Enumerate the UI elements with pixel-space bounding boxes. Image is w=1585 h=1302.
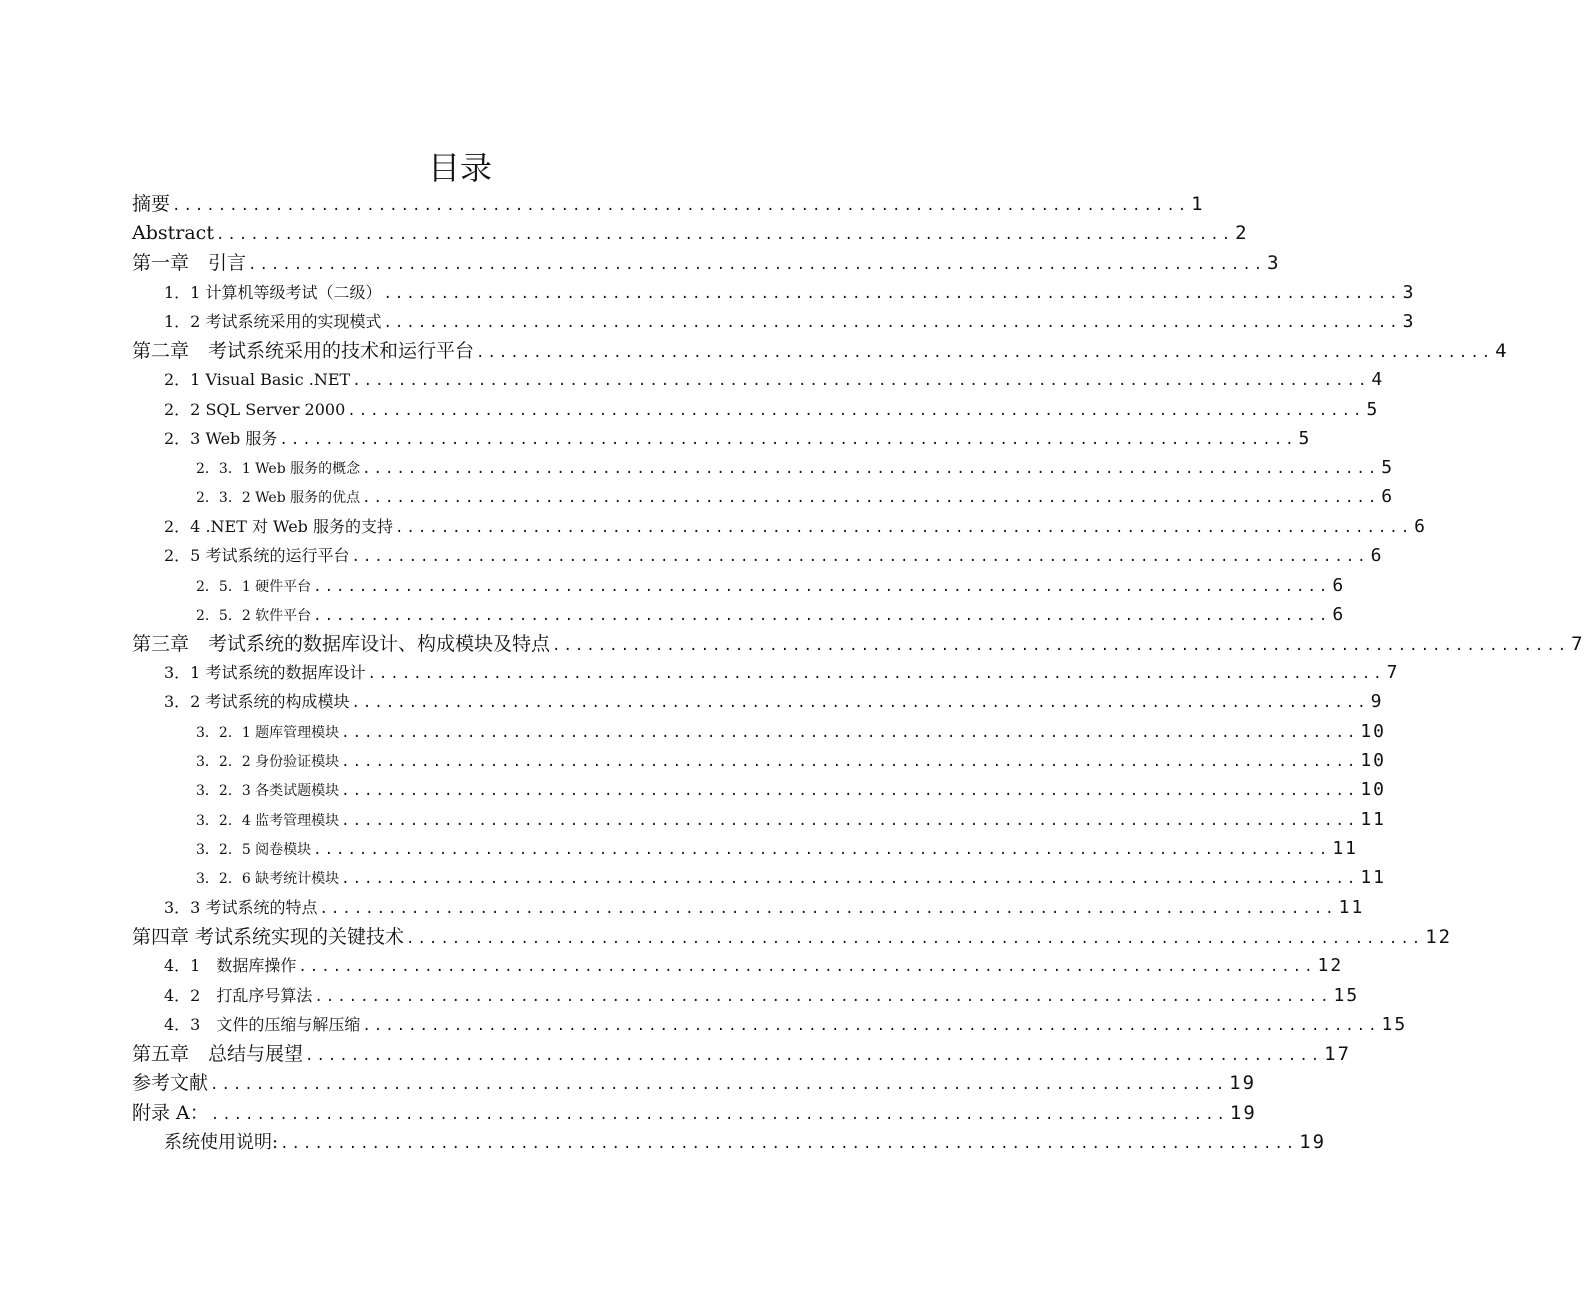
toc-entry-label: 2．3 Web 服务 [164,429,278,448]
toc-entry-page: 3 [1267,252,1281,274]
toc-entry-page: 17 [1324,1043,1352,1065]
toc-entry-label: 3．2．6 缺考统计模块 [196,871,340,887]
toc-entry-label: 2．5．2 软件平台 [196,608,312,624]
toc-entry-2-3[interactable] [164,425,1312,453]
toc-entry-3-2-3[interactable] [196,776,1387,804]
toc-entry-label: 4．3 文件的压缩与解压缩 [164,1015,361,1034]
dot-leader: ......................................................................................... [395,520,1413,536]
toc-entry-2-5-1[interactable] [196,572,1346,600]
toc-entry-2-5[interactable] [164,542,1384,570]
dot-leader: ......................................................................................... [319,901,1337,917]
toc-entry-label: 参考文献 [132,1072,209,1094]
dot-leader: ......................................................................................... [383,286,1401,302]
toc-entry-page: 10 [1360,779,1387,800]
toc-entry-references[interactable] [132,1069,1257,1097]
toc-entry-chapter-5[interactable] [132,1040,1352,1068]
toc-entry-page: 15 [1381,1014,1408,1035]
toc-entry-chapter-3[interactable] [132,630,1585,658]
dot-leader: ......................................................................................... [367,666,1385,682]
toc-entry-page: 6 [1370,545,1384,566]
toc-entry-4-2[interactable] [164,982,1360,1010]
dot-leader: ......................................................................................... [352,373,1370,389]
toc-entry-3-2-4[interactable] [196,806,1387,834]
toc-entry-abstract-cn[interactable] [132,190,1205,218]
toc-entry-usage-guide[interactable] [164,1128,1327,1156]
toc-entry-page: 10 [1360,721,1387,742]
dot-leader: ......................................................................................... [406,931,1424,947]
toc-entry-label: Abstract [132,222,214,244]
toc-entry-4-1[interactable] [164,952,1344,980]
dot-leader: ......................................................................................... [210,1107,1228,1123]
toc-entry-page: 4 [1495,340,1509,362]
toc-entry-page: 4 [1371,369,1385,390]
dot-leader: ......................................................................................... [280,1136,1298,1152]
toc-entry-chapter-4[interactable] [132,923,1453,951]
toc-entry-label: 系统使用说明: [164,1132,279,1153]
toc-entry-page: 5 [1298,428,1312,449]
toc-entry-2-2[interactable] [164,396,1380,424]
toc-entry-3-2-6[interactable] [196,864,1387,892]
toc-entry-3-2-2[interactable] [196,747,1387,775]
toc-entry-abstract-en[interactable] [132,219,1249,247]
dot-leader: ......................................................................................... [172,198,1190,214]
toc-entry-label: 第二章 考试系统采用的技术和运行平台 [132,340,475,362]
toc-entry-chapter-1[interactable] [132,249,1281,277]
dot-leader: ......................................................................................... [341,783,1359,799]
toc-entry-label: 1．2 考试系统采用的实现模式 [164,312,382,331]
toc-entry-label: 2．3．1 Web 服务的概念 [196,461,361,477]
dot-leader: ......................................................................................... [351,549,1369,565]
toc-entry-page: 6 [1381,486,1395,507]
toc-entry-label: 3．2．4 监考管理模块 [196,813,340,829]
toc-entry-label: 2．4 .NET 对 Web 服务的支持 [164,517,393,536]
toc-entry-label: 第一章 引言 [132,252,247,274]
toc-entry-label: 3．3 考试系统的特点 [164,898,318,917]
dot-leader: ......................................................................................... [279,432,1297,448]
toc-entry-label: 3．2．3 各类试题模块 [196,783,340,799]
toc-entry-label: 4．1 数据库操作 [164,956,297,975]
toc-entry-label: 2．3．2 Web 服务的优点 [196,490,361,506]
toc-entry-page: 5 [1381,457,1395,478]
toc-entry-3-2[interactable] [164,688,1384,716]
dot-leader: ......................................................................................... [313,608,1331,624]
toc-entry-label: 3．1 考试系统的数据库设计 [164,663,366,682]
toc-entry-label: 4．2 打乱序号算法 [164,986,313,1005]
toc-entry-label: 2．1 Visual Basic .NET [164,370,351,389]
dot-leader: ......................................................................................... [341,754,1359,770]
dot-leader: ......................................................................................... [210,1077,1228,1093]
toc-entry-label: 第四章 考试系统实现的关键技术 [132,926,405,948]
dot-leader: ......................................................................................... [314,989,1332,1005]
toc-entry-1-2[interactable] [164,308,1416,336]
toc-entry-4-3[interactable] [164,1011,1408,1039]
dot-leader: ......................................................................................... [313,579,1331,595]
toc-entry-3-1[interactable] [164,659,1400,687]
toc-entry-label: 附录 A： [132,1102,209,1124]
toc-entry-page: 9 [1370,691,1384,712]
dot-leader: ......................................................................................... [341,725,1359,741]
toc-entry-2-1[interactable] [164,366,1385,394]
toc-entry-3-2-5[interactable] [196,835,1359,863]
toc-entry-page: 12 [1425,926,1453,948]
toc-entry-label: 3．2．1 题库管理模块 [196,725,340,741]
dot-leader: ......................................................................................... [351,695,1369,711]
toc-entry-1-1[interactable] [164,279,1416,307]
toc-entry-page: 5 [1366,399,1380,420]
toc-entry-page: 3 [1402,282,1416,303]
dot-leader: ......................................................................................... [341,871,1359,887]
toc-entry-page: 19 [1229,1102,1257,1124]
toc-entry-label: 3．2．5 阅卷模块 [196,842,312,858]
toc-entry-page: 6 [1414,516,1427,537]
page-title: 目录 [427,149,492,187]
dot-leader: ......................................................................................... [362,490,1380,506]
toc-entry-2-3-1[interactable] [196,454,1395,482]
toc-entry-page: 6 [1332,604,1346,625]
dot-leader: ......................................................................................... [305,1048,1323,1064]
toc-entry-label: 1．1 计算机等级考试（二级） [164,283,382,302]
toc-entry-label: 2．5 考试系统的运行平台 [164,546,350,565]
toc-entry-3-2-1[interactable] [196,718,1387,746]
toc-entry-label: 第五章 总结与展望 [132,1043,304,1065]
dot-leader: ......................................................................................... [362,1018,1380,1034]
toc-entry-page: 10 [1360,750,1387,771]
toc-entry-label: 第三章 考试系统的数据库设计、构成模块及特点 [132,633,551,655]
toc-entry-label: 3．2 考试系统的构成模块 [164,692,350,711]
toc-entry-page: 19 [1229,1072,1257,1094]
toc-entry-page: 11 [1332,838,1359,859]
dot-leader: ......................................................................................... [215,227,1234,243]
toc-entry-label: 摘要 [132,193,171,215]
toc-entry-page: 11 [1360,809,1387,830]
toc-entry-page: 6 [1332,575,1346,596]
toc-entry-page: 3 [1402,311,1416,332]
dot-leader: ......................................................................................... [383,315,1401,331]
toc-entry-page: 19 [1299,1131,1327,1153]
toc-entry-2-3-2[interactable] [196,483,1395,511]
dot-leader: ......................................................................................... [248,257,1266,273]
toc-entry-page: 15 [1333,985,1360,1006]
dot-leader: ......................................................................................... [552,638,1570,654]
toc-entry-2-5-2[interactable] [196,601,1346,629]
toc-entry-page: 7 [1386,662,1400,683]
toc-entry-page: 11 [1360,867,1387,888]
toc-entry-appendix-a[interactable] [132,1099,1257,1127]
toc-entry-page: 11 [1338,897,1365,918]
dot-leader: ......................................................................................... [298,959,1316,975]
toc-entry-3-3[interactable] [164,894,1365,922]
toc-entry-label: 2．5．1 硬件平台 [196,579,312,595]
toc-entry-page: 12 [1317,955,1344,976]
toc-entry-label: 2．2 SQL Server 2000 [164,400,346,419]
toc-entry-page: 2 [1235,222,1249,244]
toc-entry-page: 7 [1571,633,1585,655]
toc-entry-label: 3．2．2 身份验证模块 [196,754,340,770]
toc-entry-page: 1 [1191,193,1205,215]
toc-entry-2-4[interactable] [164,513,1427,541]
dot-leader: ......................................................................................... [313,842,1331,858]
dot-leader: ......................................................................................... [362,461,1380,477]
dot-leader: ......................................................................................... [476,345,1494,361]
dot-leader: ......................................................................................... [341,813,1359,829]
toc-entry-chapter-2[interactable] [132,337,1509,365]
dot-leader: ......................................................................................... [347,403,1365,419]
